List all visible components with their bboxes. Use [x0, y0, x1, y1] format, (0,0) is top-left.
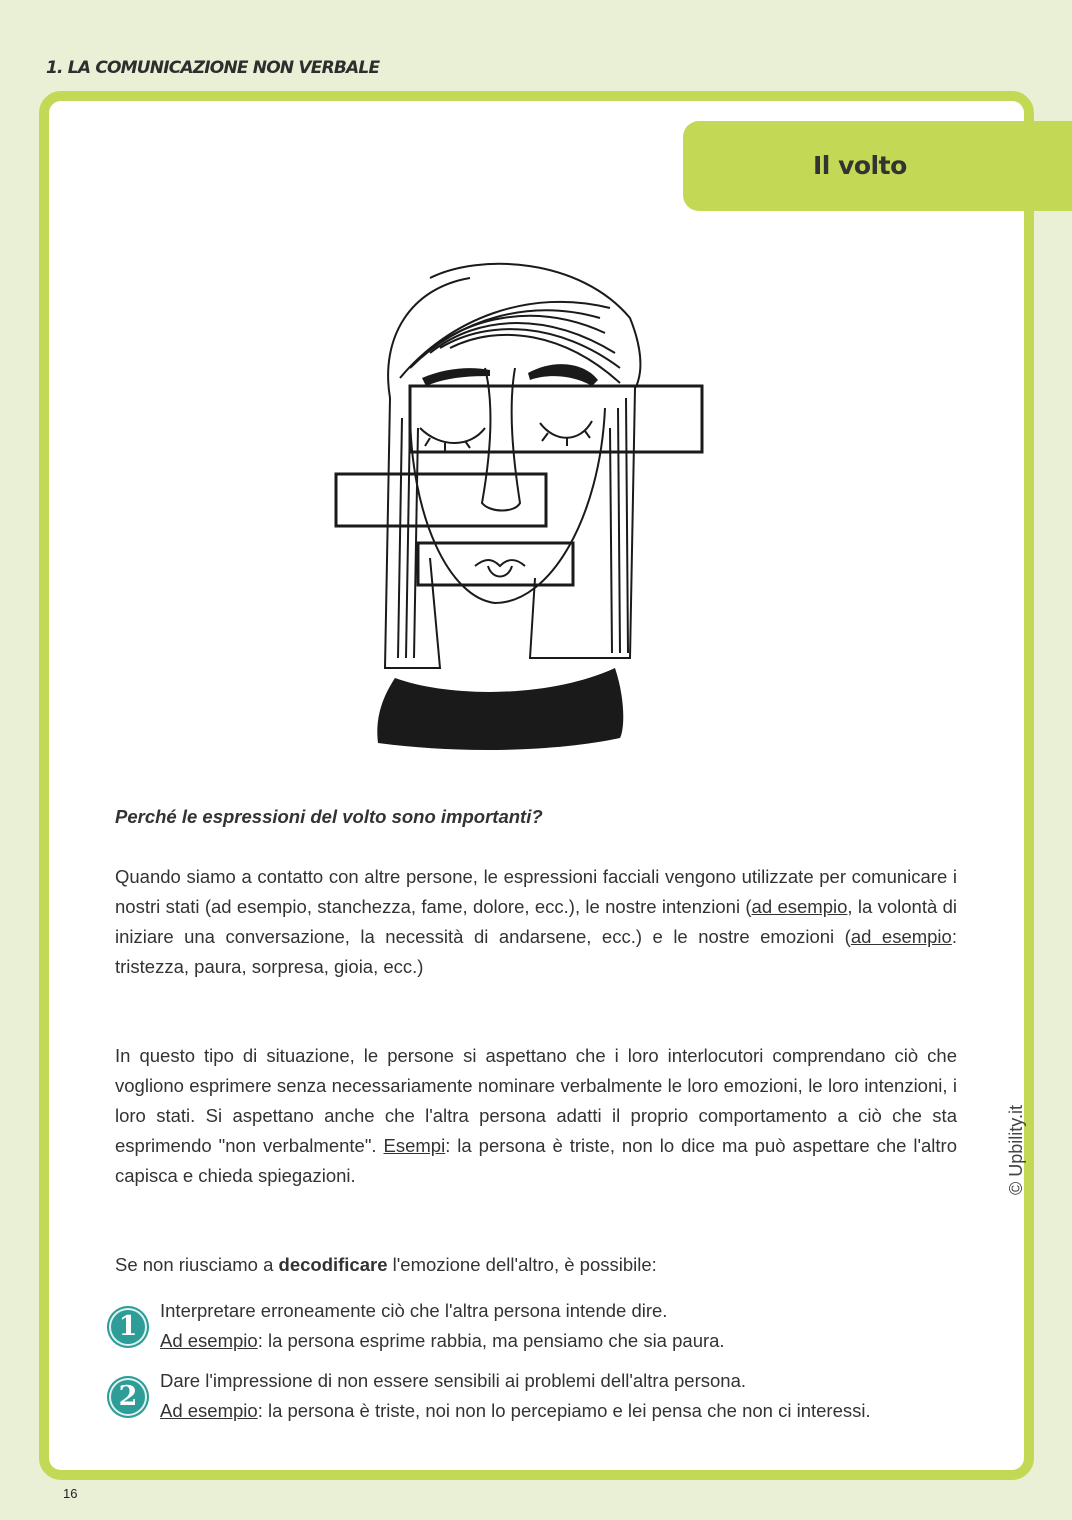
title-tab: [683, 121, 1072, 211]
page-number: 16: [63, 1486, 78, 1501]
number-badge-icon: 2: [107, 1376, 149, 1418]
underlined-example: ad esempio: [850, 926, 952, 947]
face-illustration: [330, 258, 710, 758]
list-item-text: Interpretare erroneamente ciò che l'altra persona intende dire.: [160, 1300, 668, 1321]
example-label: Ad esempio: [160, 1400, 258, 1421]
underlined-example: ad esempio: [751, 896, 848, 917]
list-item-text: Dare l'impressione di non essere sensibili ai problemi dell'altra persona.: [160, 1370, 746, 1391]
paragraph-2: In questo tipo di situazione, le persone si aspettano che i loro interlocutori comprendano ciò che vogliono esprimere senza necessariamente nominare verbalmente le loro emozioni, le loro intenzioni, i loro stati. Si aspettano anche che l'altra persona adatti il proprio comportamento a ciò che sta esprimendo "non verbalmente". Esempi: la persona è triste, non lo dice ma può aspettare che l'altro capisca e chieda spiegazioni.: [115, 1045, 958, 1186]
bold-term: decodificare: [278, 1254, 388, 1275]
copyright-notice: © Upbility.it: [1006, 1105, 1026, 1195]
section-question: Perché le espressioni del volto sono importanti?: [115, 806, 543, 827]
paragraph-3: Se non riusciamo a decodificare l'emozione dell'altro, è possibile:: [115, 1254, 657, 1275]
chapter-heading: 1. LA COMUNICAZIONE NON VERBALE: [46, 58, 380, 78]
underlined-examples: Esempi: [383, 1135, 446, 1156]
example-label: Ad esempio: [160, 1330, 258, 1351]
number-badge-icon: 1: [107, 1306, 149, 1348]
page-title: Il volto: [813, 151, 907, 180]
paragraph-1: Quando siamo a contatto con altre persone, le espressioni facciali vengono utilizzate per comunicare i nostri stati (ad esempio, stanchezza, fame, dolore, ecc.), le nostre intenzioni (ad esempio, la volontà di iniziare una conversazione, la necessità di andarsene, ecc.) e le nostre emozioni (ad esempio: tristezza, paura, sorpresa, gioia, ecc.): [115, 866, 957, 977]
